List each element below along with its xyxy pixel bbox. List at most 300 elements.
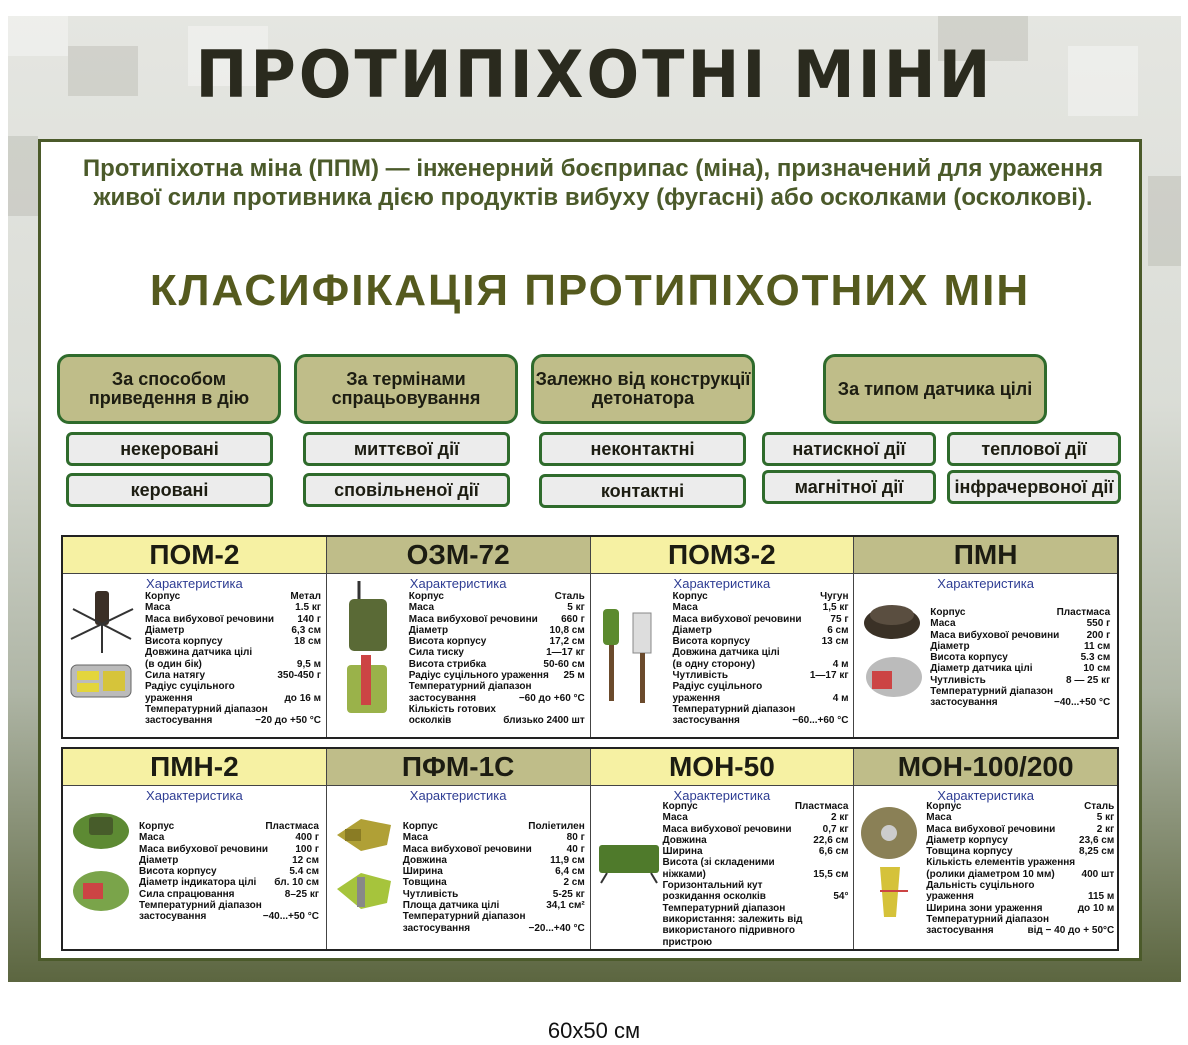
spec-label: Сила спрацювання: [139, 888, 235, 900]
option-thermal: теплової дії: [947, 432, 1121, 466]
spec-label: Діаметр індикатора цілі: [139, 877, 257, 889]
spec-row: [673, 636, 849, 647]
spec-value: 5 кг: [567, 602, 585, 614]
spec-value: 13 см: [821, 636, 849, 648]
spec-value: 75 г: [830, 613, 849, 625]
spec-value: 0,7 кг: [822, 823, 849, 835]
spec-label: використаного підривного пристрою: [662, 925, 795, 948]
spec-value: Поліетилен: [528, 821, 585, 832]
spec-row: [403, 855, 585, 866]
spec-value: Сталь: [1084, 801, 1115, 812]
spec-value: Пластмаса: [1056, 607, 1111, 618]
spec-label: застосування: [145, 715, 213, 727]
spec-row: [930, 652, 1110, 663]
spec-value: 100 г: [295, 843, 319, 855]
characteristics-label: Характеристика: [937, 788, 1034, 803]
spec-label: Маса вибухової речовини: [402, 843, 532, 855]
category-sensor: За типом датчика цілі: [823, 354, 1047, 424]
category-detonator: Залежно від конструкції детонатора: [531, 354, 755, 424]
spec-label: Радіус суцільного: [145, 681, 235, 693]
spec-label: Довжина датчика цілі: [672, 647, 780, 659]
spec-row: [930, 675, 1110, 686]
mine-card: [63, 749, 327, 949]
mine-card: [591, 537, 855, 737]
spec-value: 8,25 см: [1079, 846, 1115, 858]
spec-value: 22,6 см: [813, 834, 849, 846]
spec-value: 115 м: [1087, 891, 1115, 903]
classification-title: КЛАСИФІКАЦІЯ ПРОТИПІХОТНИХ МІН: [149, 266, 1031, 315]
specs-list: [926, 801, 1114, 937]
spec-label: Горизонтальний кут: [662, 880, 763, 892]
spec-value: 5 кг: [1096, 812, 1115, 824]
spec-label: Маса вибухової речовини: [662, 823, 792, 835]
spec-label: застосування: [402, 922, 471, 934]
spec-label: Корпус: [139, 821, 175, 832]
spec-label: Температурний діапазон: [408, 681, 532, 693]
spec-label: Корпус: [672, 591, 708, 602]
spec-row: [663, 914, 849, 925]
mine-name: ПМН-2: [63, 749, 326, 786]
spec-label: ураження: [926, 891, 974, 903]
spec-row: [673, 602, 849, 613]
spec-row: [926, 857, 1114, 868]
spec-row: [403, 866, 585, 877]
spec-value: 550 г: [1086, 618, 1111, 630]
spec-value: −60 до +60 °С: [518, 692, 585, 704]
spec-row: [663, 925, 849, 948]
spec-value: від − 40 до + 50°С: [1027, 925, 1115, 937]
spec-row: [403, 911, 585, 922]
spec-label: Довжина: [662, 834, 707, 846]
spec-row: [663, 857, 849, 868]
spec-row: [663, 812, 849, 823]
spec-value: 2 кг: [1096, 823, 1115, 835]
spec-label: Довжина: [402, 854, 447, 866]
specs-list: [663, 801, 849, 948]
spec-value: −40...+50 °С: [1053, 697, 1111, 709]
spec-value: 5-25 кг: [552, 888, 585, 900]
spec-label: Діаметр: [930, 640, 970, 652]
spec-row: [926, 914, 1114, 925]
spec-label: Ширина: [402, 866, 443, 878]
spec-label: Корпус: [402, 821, 438, 832]
spec-value: −40...+50 °С: [262, 911, 319, 923]
mine-card: [591, 749, 855, 949]
mine-card: [854, 537, 1117, 737]
spec-value: 140 г: [297, 613, 321, 625]
spec-row: [409, 715, 585, 726]
spec-label: Корпус: [145, 591, 181, 602]
spec-row: [403, 844, 585, 855]
spec-value: −20 до +50 °С: [255, 715, 321, 727]
spec-value: Пластмаса: [265, 821, 319, 832]
spec-row: [926, 869, 1114, 880]
spec-value: Пластмаса: [794, 801, 849, 812]
spec-label: Сила натягу: [145, 670, 206, 682]
spec-value: до 10 м: [1077, 902, 1115, 914]
spec-row: [926, 880, 1114, 891]
spec-value: 2 см: [563, 877, 585, 889]
spec-label: Діаметр: [408, 624, 449, 636]
spec-row: [409, 625, 585, 636]
spec-label: Ширина зони ураження: [926, 902, 1043, 914]
spec-value: 350-450 г: [277, 670, 321, 682]
pomz2-image: [597, 593, 663, 709]
spec-label: застосування: [408, 692, 477, 704]
spec-value: 54°: [833, 891, 849, 903]
spec-row: [145, 715, 321, 726]
poster-background: [8, 16, 1181, 982]
pfm1s-image: [331, 805, 397, 861]
pmn-cutaway-image: [862, 647, 926, 703]
spec-label: Маса: [930, 618, 956, 630]
spec-label: Маса: [139, 832, 165, 844]
spec-row: [663, 824, 849, 835]
spec-row: [673, 647, 849, 658]
spec-row: [673, 614, 849, 625]
spec-value: 400 шт: [1081, 868, 1115, 880]
spec-row: [673, 681, 849, 692]
spec-value: 200 г: [1086, 629, 1111, 641]
spec-label: Висота стрибка: [408, 658, 487, 670]
spec-label: Довжина датчика цілі: [145, 647, 253, 659]
spec-row: [663, 880, 849, 891]
spec-label: Ширина: [662, 846, 703, 858]
pmn2-image: [69, 805, 133, 851]
spec-row: [139, 821, 319, 832]
spec-value: 15,5 см: [813, 868, 849, 880]
spec-label: Корпус: [662, 801, 698, 812]
spec-row: [673, 591, 849, 602]
spec-label: Температурний діапазон: [139, 900, 262, 912]
spec-value: 50-60 см: [543, 658, 585, 670]
spec-row: [926, 835, 1114, 846]
option-magnetic: магнітної дії: [762, 470, 936, 504]
spec-row: [926, 846, 1114, 857]
spec-label: Температурний діапазон: [145, 703, 268, 715]
spec-value: 1—17 кг: [809, 670, 849, 682]
pmn-image: [860, 593, 926, 643]
spec-value: 1,5 кг: [822, 602, 849, 614]
characteristics-label: Характеристика: [146, 788, 243, 803]
spec-value: близько 2400 шт: [503, 715, 585, 727]
mine-card: [327, 537, 591, 737]
spec-label: Радіус суцільного ураження: [408, 670, 549, 682]
spec-row: [663, 835, 849, 846]
spec-value: 2 кг: [830, 812, 849, 824]
spec-row: [663, 801, 849, 812]
characteristics-label: Характеристика: [673, 576, 771, 591]
spec-value: 9,5 м: [296, 658, 321, 670]
spec-value: 5.4 см: [289, 866, 319, 878]
spec-label: Кількість елементів ураження: [926, 857, 1076, 869]
category-timing: За термінами спрацьовування: [294, 354, 518, 424]
mon50-image: [595, 839, 663, 885]
spec-row: [930, 686, 1110, 697]
mine-name: ПМН: [854, 537, 1117, 574]
spec-label: Діаметр корпусу: [926, 834, 1008, 846]
spec-row: [663, 846, 849, 857]
spec-label: Маса вибухової речовини: [139, 843, 269, 855]
spec-value: 34,1 см²: [546, 900, 585, 912]
spec-row: [403, 877, 585, 888]
spec-value: 11,9 см: [550, 854, 585, 866]
spec-row: [145, 602, 321, 613]
spec-row: [145, 591, 321, 602]
spec-value: 6,6 см: [818, 846, 849, 858]
spec-value: 4 м: [832, 658, 849, 670]
spec-row: [409, 681, 585, 692]
page-title: ПРОТИПІХОТНІ МІНИ: [195, 36, 994, 113]
spec-label: Маса вибухової речовини: [930, 629, 1060, 641]
spec-row: [663, 869, 849, 880]
spec-row: [139, 877, 319, 888]
spec-value: 400 г: [295, 832, 319, 844]
spec-label: використання: залежить від: [662, 913, 803, 925]
spec-row: [409, 704, 585, 715]
spec-label: (ролики діаметром 10 мм): [926, 868, 1055, 880]
spec-row: [139, 889, 319, 900]
spec-label: Маса: [926, 812, 952, 824]
spec-row: [926, 824, 1114, 835]
spec-row: [139, 911, 319, 922]
spec-row: [139, 844, 319, 855]
ozm72-cutaway-image: [343, 651, 393, 717]
spec-label: застосування: [139, 911, 207, 923]
spec-label: Площа датчика цілі: [402, 900, 500, 912]
spec-value: 10 см: [1083, 663, 1111, 675]
definition-text: Протипіхотна міна (ППМ) — інженерний боєприпас (міна), призначений для ураження живої сили противника дією продуктів вибуху (фугасні) або осколками (осколкові).: [82, 155, 1104, 211]
spec-label: Діаметр: [672, 624, 712, 636]
spec-label: Сила тиску: [408, 647, 464, 659]
option-noncontact: неконтактні: [539, 432, 746, 466]
spec-value: 17,2 см: [549, 636, 585, 648]
spec-label: Температурний діапазон: [662, 902, 786, 914]
spec-label: Чутливість: [402, 888, 459, 900]
mon100-cutaway-image: [860, 861, 920, 923]
spec-label: Радіус суцільного: [672, 681, 763, 693]
spec-row: [139, 900, 319, 911]
spec-row: [930, 618, 1110, 629]
spec-value: 80 г: [566, 832, 585, 844]
spec-label: Температурний діапазон: [672, 703, 796, 715]
spec-value: 1—17 кг: [546, 647, 585, 659]
spec-row: [139, 832, 319, 843]
spec-label: Маса вибухової речовини: [408, 613, 538, 625]
spec-label: Маса: [402, 832, 429, 844]
option-pressure: натискної дії: [762, 432, 936, 466]
characteristics-label: Характеристика: [409, 576, 507, 591]
spec-value: 25 м: [563, 670, 585, 682]
mine-name: МОН-50: [591, 749, 854, 786]
spec-row: [930, 607, 1110, 618]
spec-label: Температурний діапазон: [926, 913, 1050, 925]
spec-label: Маса вибухової речовини: [145, 613, 275, 625]
spec-row: [930, 663, 1110, 674]
option-contact: контактні: [539, 474, 746, 508]
spec-value: 6,4 см: [555, 866, 585, 878]
spec-row: [139, 855, 319, 866]
spec-row: [409, 693, 585, 704]
characteristics-label: Характеристика: [937, 576, 1034, 591]
spec-value: 18 см: [294, 636, 321, 648]
option-instant: миттєвої дії: [303, 432, 510, 466]
spec-label: Висота корпусу: [145, 636, 223, 648]
spec-row: [673, 704, 849, 715]
spec-label: Товщина: [402, 877, 447, 889]
spec-label: Висота корпусу: [930, 652, 1008, 664]
spec-label: розкидання осколків: [662, 891, 766, 903]
mine-name: ПФМ-1С: [327, 749, 590, 786]
spec-label: Дальність суцільного: [926, 880, 1035, 892]
spec-row: [409, 636, 585, 647]
category-activation: За способом приведення в дію: [57, 354, 281, 424]
spec-label: Корпус: [930, 607, 966, 618]
spec-label: Висота корпусу: [672, 636, 751, 648]
mine-card: [63, 537, 327, 737]
spec-row: [145, 681, 321, 692]
spec-label: Корпус: [926, 801, 962, 812]
spec-row: [409, 647, 585, 658]
spec-row: [145, 636, 321, 647]
spec-row: [139, 866, 319, 877]
specs-list: [409, 591, 585, 727]
spec-value: 12 см: [292, 854, 319, 866]
spec-label: Чутливість: [930, 674, 986, 686]
spec-label: Маса вибухової речовини: [672, 613, 802, 625]
spec-value: бл. 10 см: [274, 877, 319, 889]
characteristics-label: Характеристика: [673, 788, 771, 803]
size-label: 60х50 см: [547, 1018, 641, 1043]
content-panel: [38, 139, 1142, 961]
spec-row: [926, 801, 1114, 812]
spec-label: ураження: [145, 692, 193, 704]
option-uncontrolled: некеровані: [66, 432, 273, 466]
spec-value: 6,3 см: [291, 624, 321, 636]
spec-row: [673, 625, 849, 636]
spec-value: 6 см: [827, 624, 849, 636]
spec-row: [926, 903, 1114, 914]
spec-row: [409, 614, 585, 625]
spec-label: Маса: [672, 602, 698, 614]
mon100-image: [858, 803, 920, 861]
spec-row: [403, 889, 585, 900]
spec-label: Діаметр: [145, 624, 185, 636]
spec-row: [409, 591, 585, 602]
ozm72-image: [345, 577, 391, 653]
spec-row: [403, 900, 585, 911]
mine-card: [854, 749, 1117, 949]
spec-label: (в одну сторону): [672, 658, 756, 670]
mine-name: МОН-100/200: [854, 749, 1117, 786]
pmn2-cutaway-image: [69, 863, 133, 921]
mines-row-1: [61, 535, 1119, 739]
spec-row: [145, 647, 321, 658]
spec-row: [930, 697, 1110, 708]
spec-row: [673, 693, 849, 704]
spec-label: застосування: [926, 925, 994, 937]
specs-list: [139, 821, 319, 923]
spec-label: Корпус: [408, 591, 444, 602]
specs-list: [145, 591, 321, 727]
spec-value: 660 г: [561, 613, 585, 625]
spec-row: [145, 659, 321, 670]
spec-row: [403, 923, 585, 934]
spec-row: [403, 821, 585, 832]
spec-row: [926, 812, 1114, 823]
spec-label: осколків: [408, 715, 452, 727]
spec-row: [403, 832, 585, 843]
characteristics-label: Характеристика: [409, 788, 507, 803]
spec-row: [926, 891, 1114, 902]
spec-label: Висота корпусу: [139, 866, 217, 878]
spec-label: Маса: [145, 602, 171, 614]
pom2-cutaway-image: [67, 655, 135, 707]
option-infrared: інфрачервоної дії: [947, 470, 1121, 504]
spec-label: Висота (зі складеними: [662, 857, 775, 869]
mine-name: ПОМЗ-2: [591, 537, 854, 574]
spec-value: Чугун: [820, 591, 849, 602]
specs-list: [673, 591, 849, 727]
spec-value: Метал: [290, 591, 321, 602]
spec-value: −60...+60 °С: [792, 715, 849, 727]
spec-value: Сталь: [554, 591, 585, 602]
spec-row: [145, 693, 321, 704]
spec-row: [673, 715, 849, 726]
spec-label: застосування: [672, 715, 740, 727]
spec-row: [663, 903, 849, 914]
spec-label: Висота корпусу: [408, 636, 487, 648]
mine-name: ОЗМ-72: [327, 537, 590, 574]
spec-row: [145, 614, 321, 625]
spec-row: [663, 891, 849, 902]
spec-value: до 16 м: [284, 692, 321, 704]
spec-label: Маса: [662, 812, 688, 824]
spec-label: застосування: [930, 697, 998, 709]
spec-value: 11 см: [1083, 640, 1111, 652]
spec-value: 8 — 25 кг: [1066, 674, 1111, 686]
mine-card: [327, 749, 591, 949]
specs-list: [930, 607, 1110, 709]
spec-label: Діаметр датчика цілі: [930, 663, 1033, 675]
spec-row: [673, 670, 849, 681]
spec-label: Товщина корпусу: [926, 846, 1013, 858]
spec-label: Маса: [408, 602, 435, 614]
spec-row: [145, 670, 321, 681]
spec-row: [409, 659, 585, 670]
spec-label: Температурний діапазон: [402, 911, 526, 923]
spec-label: ніжками): [662, 868, 706, 880]
spec-row: [673, 659, 849, 670]
mines-row-2: [61, 747, 1119, 951]
spec-row: [145, 625, 321, 636]
spec-row: [930, 630, 1110, 641]
spec-value: 4 м: [832, 692, 849, 704]
spec-label: Кількість готових: [408, 703, 496, 715]
spec-row: [409, 602, 585, 613]
spec-row: [145, 704, 321, 715]
spec-label: Діаметр: [139, 854, 179, 866]
spec-row: [930, 641, 1110, 652]
spec-value: −20...+40 °С: [528, 922, 585, 934]
spec-row: [926, 925, 1114, 936]
option-delayed: сповільненої дії: [303, 473, 510, 507]
spec-value: 10,8 см: [549, 624, 585, 636]
spec-label: Температурний діапазон: [930, 686, 1054, 698]
spec-label: Маса вибухової речовини: [926, 823, 1056, 835]
spec-value: 40 г: [566, 843, 585, 855]
spec-label: ураження: [672, 692, 721, 704]
